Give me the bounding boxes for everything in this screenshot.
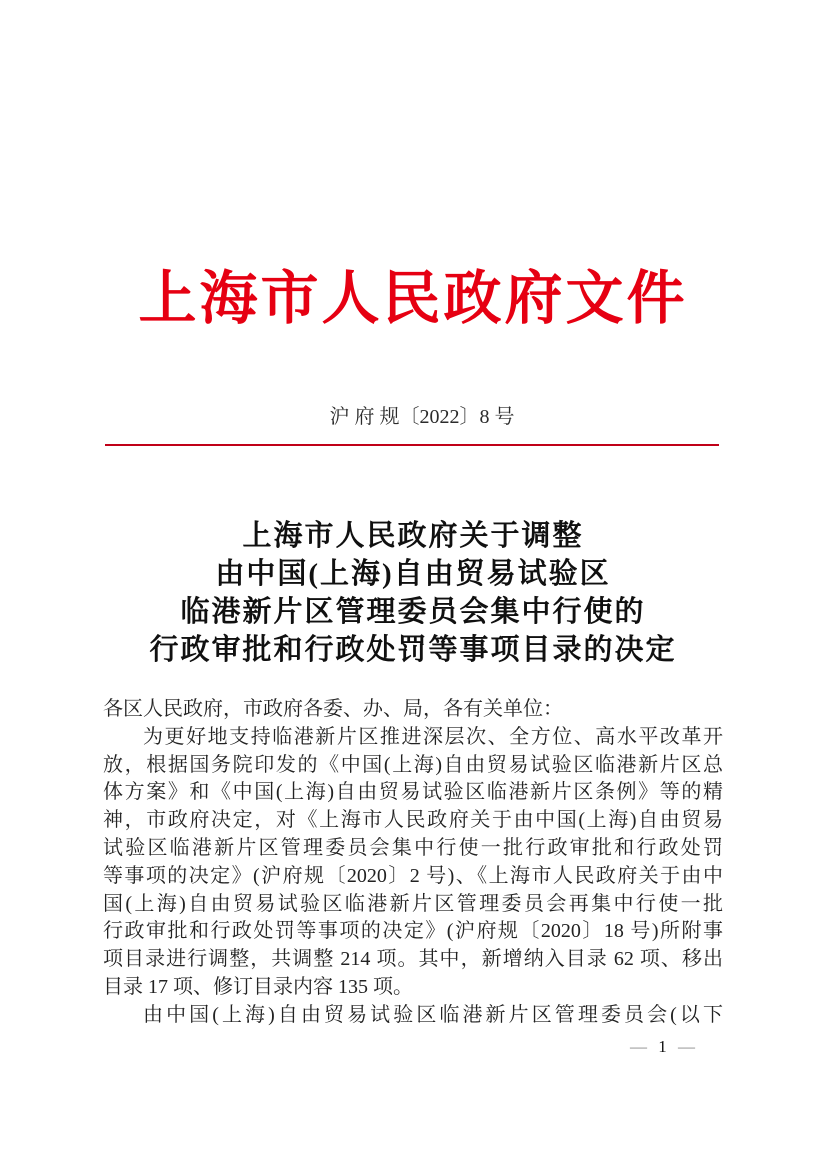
body-text-line: 试验区临港新片区管理委员会集中行使一批行政审批和行政处罚 [103,836,723,859]
body-text-line: 项目录进行调整，共调整 214 项。其中，新增纳入目录 62 项、移出 [103,948,723,971]
document-title-line: 临港新片区管理委员会集中行使的 [180,596,646,628]
body-text-line: 等事项的决定》(沪府规〔2020〕2 号)、《上海市人民政府关于由中 [103,864,723,887]
body-text-line: 行政审批和行政处罚等事项的决定》(沪府规〔2020〕18 号)所附事 [103,920,723,943]
body-text-line: 为更好地支持临港新片区推进深层次、全方位、高水平改革开 [143,725,723,748]
document-number: 沪 府 规〔2022〕8 号 [329,406,515,428]
body-text-line: 各区人民政府，市政府各委、办、局，各有关单位： [103,698,563,720]
document-title-line: 上海市人民政府关于调整 [242,520,584,552]
body-text-line: 体方案》和《中国(上海)自由贸易试验区临港新片区条例》等的精 [103,781,723,804]
body-text-line: 放，根据国务院印发的《中国(上海)自由贸易试验区临港新片区总 [103,753,723,776]
page-number-dash-left: — [630,1037,647,1056]
body-text-line: 神，市政府决定，对《上海市人民政府关于由中国(上海)自由贸易 [103,809,723,832]
document-title [0,517,826,669]
body-text-line: 由中国(上海)自由贸易试验区临港新片区管理委员会(以下 [143,1003,723,1026]
masthead-title: 上海市人民政府文件 [138,266,688,331]
document-body [103,696,723,1030]
page-number [623,1036,702,1058]
red-divider-line [105,444,719,446]
document-title-line: 由中国(上海)自由贸易试验区 [215,558,611,590]
document-title-line: 行政审批和行政处罚等事项目录的决定 [149,634,677,666]
page-number-dash-right: — [678,1037,695,1056]
body-text-line: 目录 17 项、修订目录内容 135 项。 [103,975,413,998]
page-number-value: 1 [658,1037,667,1056]
body-text-line: 国(上海)自由贸易试验区临港新片区管理委员会再集中行使一批 [103,892,723,915]
